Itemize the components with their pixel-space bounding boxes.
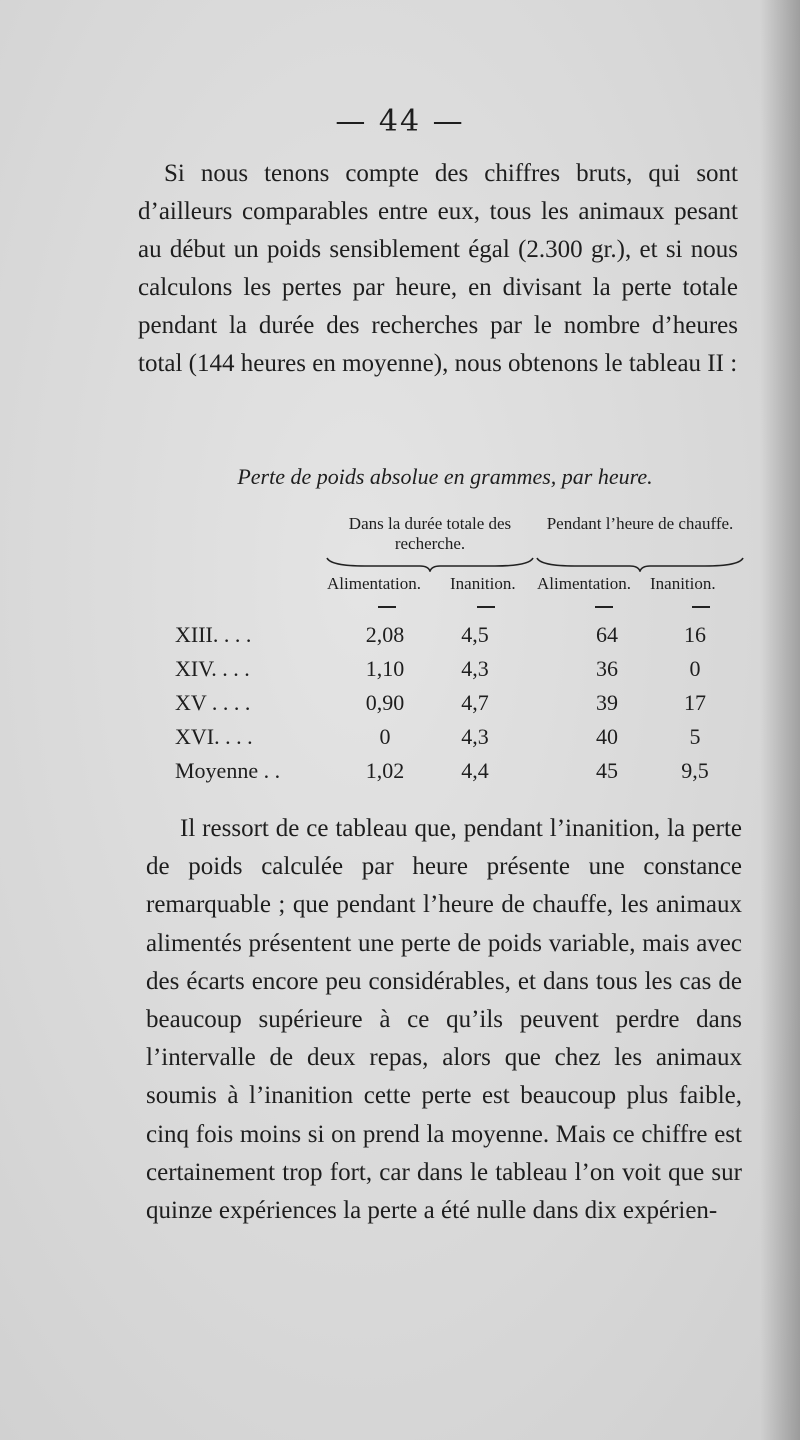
cell-inanition-total: 4,5 [461,622,489,647]
cell-alimentation-heating: 36 [596,656,618,681]
cell-alimentation-heating: 64 [596,622,618,647]
cell-alimentation-total: 1,10 [365,656,405,681]
col-header-alimentation-heating: Alimentation. [537,574,631,593]
cell-inanition-heating: 0 [689,656,701,681]
table-row [0,656,800,690]
cell-alimentation-total: 2,08 [365,622,405,647]
cell-inanition-heating: 16 [684,622,706,647]
col-header-alimentation-total: Alimentation. [327,574,421,593]
cell-alimentation-total: 0,90 [365,690,405,715]
paragraph-conclusion: Il ressort de ce tableau que, pendant l’inanition, la perte de poids calculée par heure présente une constance remarquable ; que pendant l’heure de chauffe, les animaux alimentés présentent une perte de poids variable, mais avec des écarts encore peu considérables, et dans tous les cas de beaucoup supérieure à ce qu’ils peuvent perdre dans l’intervalle de deux repas, alors que chez les animaux soumis à l’inanition cette perte est beaucoup plus faible, cinq fois moins si on prend la moyenne. Mais ce chiffre est certainement trop fort, car dans le tableau l’on voit que sur quinze expériences la perte a été nulle dans dix expérien- [146,815,742,1225]
column-dash [692,606,710,608]
table-row [0,690,800,724]
brace-total-duration [325,556,535,572]
col-header-inanition-heating: Inanition. [650,574,716,593]
page-number: — 44 — [335,104,465,139]
group-header-heating-hour: Pendant l’heure de chauffe. [546,514,734,533]
brace-heating-hour [535,556,745,572]
cell-inanition-heating: 5 [689,724,701,749]
cell-alimentation-heating: 45 [596,758,618,783]
cell-alimentation-heating: 39 [596,690,618,715]
cell-inanition-heating: 9,5 [681,758,709,783]
table-row-average [0,758,800,792]
table-row [0,724,800,758]
column-dash [595,606,613,608]
cell-alimentation-total: 1,02 [365,758,405,783]
group-header-total-duration: Dans la durée totale des recherche. [348,514,512,553]
cell-inanition-heating: 17 [684,690,706,715]
paragraph-intro: Si nous tenons compte des chiffres bruts, qui sont d’ailleurs comparables entre eux, tous les animaux pesant au début un poids sensiblement égal (2.300 gr.), et si nous calculons les pertes par heure, en divisant la perte totale pendant la durée des recherches par le nombre d’heures total (144 heures en moyenne), nous obtenons le tableau II : [138,160,738,377]
row-label: XV . . . . [175,690,251,715]
row-label: XIII. . . . [175,622,252,647]
cell-alimentation-total: 0 [379,724,391,749]
table-row [0,622,800,656]
cell-inanition-total: 4,4 [461,758,489,783]
cell-inanition-total: 4,3 [461,656,489,681]
col-header-inanition-total: Inanition. [450,574,516,593]
cell-inanition-total: 4,7 [461,690,489,715]
column-dash [477,606,495,608]
column-dash [378,606,396,608]
row-label: Moyenne . . [175,758,281,783]
row-label: XIV. . . . [175,656,250,681]
cell-alimentation-heating: 40 [596,724,618,749]
table-caption: Perte de poids absolue en grammes, par heure. [237,464,653,489]
row-label: XVI. . . . [175,724,253,749]
cell-inanition-total: 4,3 [461,724,489,749]
